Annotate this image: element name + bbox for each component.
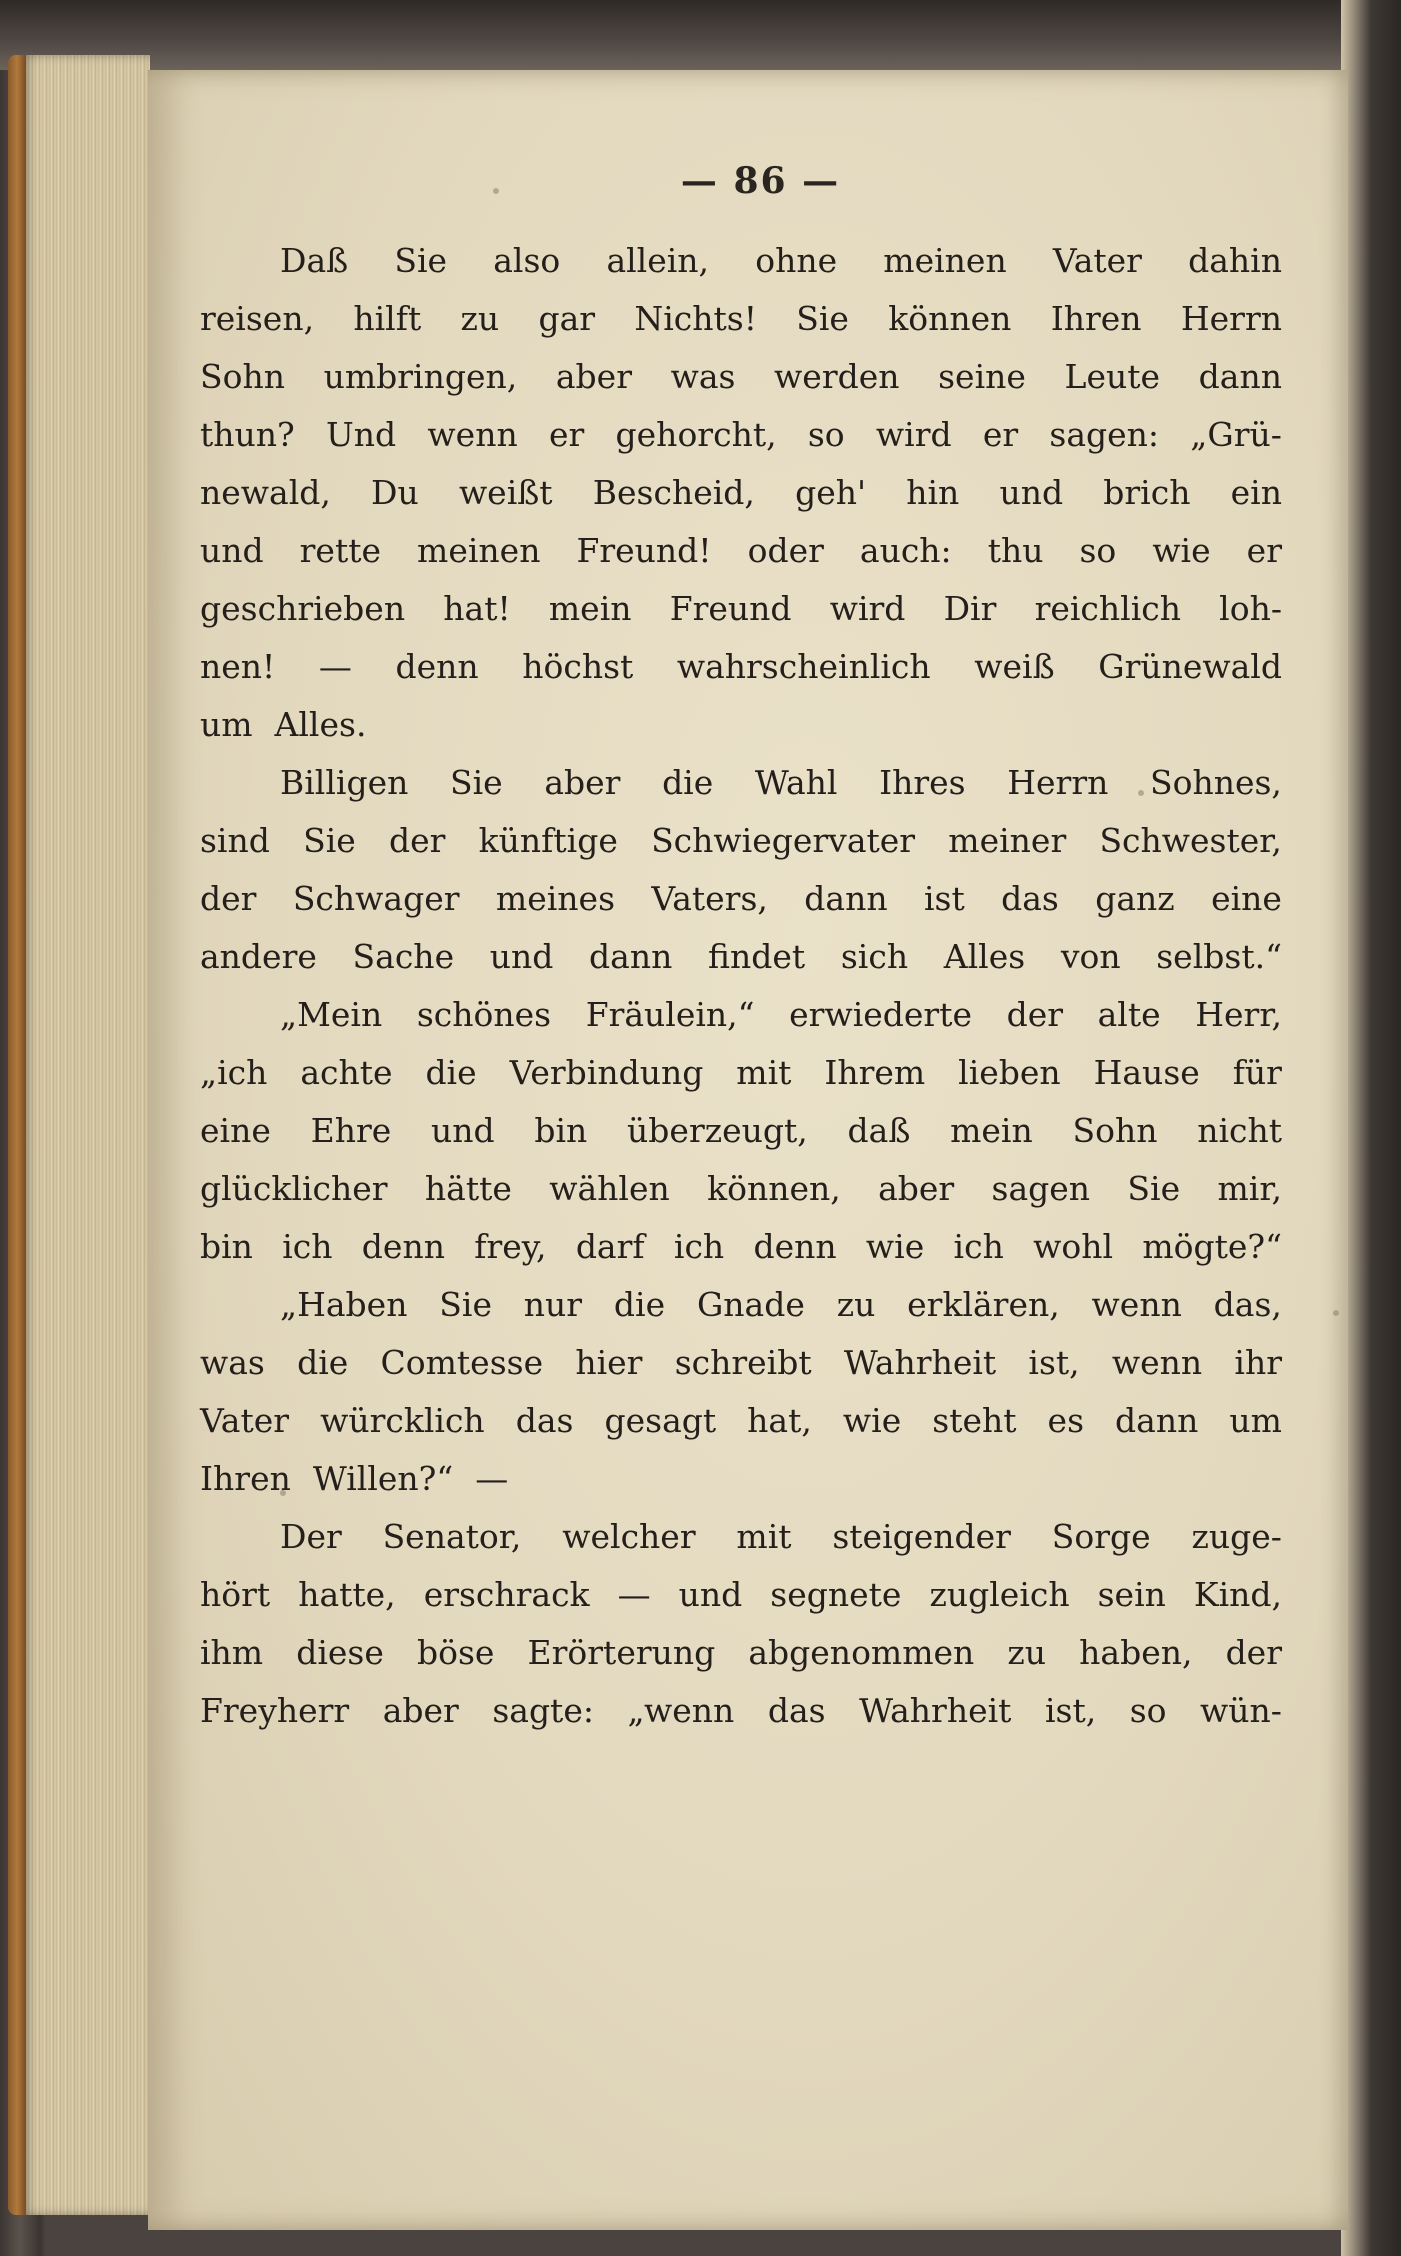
text-line: was die Comtesse hier schreibt Wahrheit ist, wenn ihr <box>200 1343 1282 1382</box>
text-line: „ich achte die Verbindung mit Ihrem lieben Hause für <box>200 1053 1282 1092</box>
paper-speck <box>1333 1310 1339 1316</box>
text-line: geschrieben hat! mein Freund wird Dir reichlich loh- <box>200 589 1282 628</box>
text-line: eine Ehre und bin überzeugt, daß mein Sohn nicht <box>200 1111 1282 1150</box>
page-body-text <box>200 232 1282 1740</box>
text-line: hört hatte, erschrack — und segnete zugleich sein Kind, <box>200 1575 1282 1614</box>
text-line: thun? Und wenn er gehorcht, so wird er sagen: „Grü- <box>200 415 1282 454</box>
text-line: ihm diese böse Erörterung abgenommen zu haben, der <box>200 1633 1282 1672</box>
text-line: um Alles. <box>200 705 367 744</box>
text-line: sind Sie der künftige Schwiegervater meiner Schwester, <box>200 821 1282 860</box>
text-line: bin ich denn frey, darf ich denn wie ich wohl mögte?“ <box>200 1227 1282 1266</box>
text-line: Vater würcklich das gesagt hat, wie steht es dann um <box>200 1401 1282 1440</box>
text-line: der Schwager meines Vaters, dann ist das ganz eine <box>200 879 1282 918</box>
text-line: Daß Sie also allein, ohne meinen Vater dahin <box>280 241 1282 280</box>
text-line: andere Sache und dann findet sich Alles von selbst.“ <box>200 937 1282 976</box>
text-line: Billigen Sie aber die Wahl Ihres Herrn Sohnes, <box>280 763 1282 802</box>
book-right-edge <box>1341 0 1401 2256</box>
text-line: „Haben Sie nur die Gnade zu erklären, wenn das, <box>280 1285 1282 1324</box>
text-line: nen! — denn höchst wahrscheinlich weiß Grünewald <box>200 647 1282 686</box>
text-line: Ihren Willen?“ — <box>200 1459 509 1498</box>
page-number-header: — 86 — <box>680 160 841 202</box>
text-line: glücklicher hätte wählen können, aber sagen Sie mir, <box>200 1169 1282 1208</box>
text-line: reisen, hilft zu gar Nichts! Sie können Ihren Herrn <box>200 299 1282 338</box>
text-line: „Mein schönes Fräulein,“ erwiederte der alte Herr, <box>280 995 1282 1034</box>
page-edges <box>22 55 150 2215</box>
text-line: Freyherr aber sagte: „wenn das Wahrheit ist, so wün- <box>200 1691 1282 1730</box>
book-cover-top <box>0 0 1401 70</box>
text-line: Der Senator, welcher mit steigender Sorge zuge- <box>280 1517 1282 1556</box>
text-line: Sohn umbringen, aber was werden seine Leute dann <box>200 357 1282 396</box>
text-line: newald, Du weißt Bescheid, geh' hin und brich ein <box>200 473 1282 512</box>
text-line: und rette meinen Freund! oder auch: thu so wie er <box>200 531 1282 570</box>
